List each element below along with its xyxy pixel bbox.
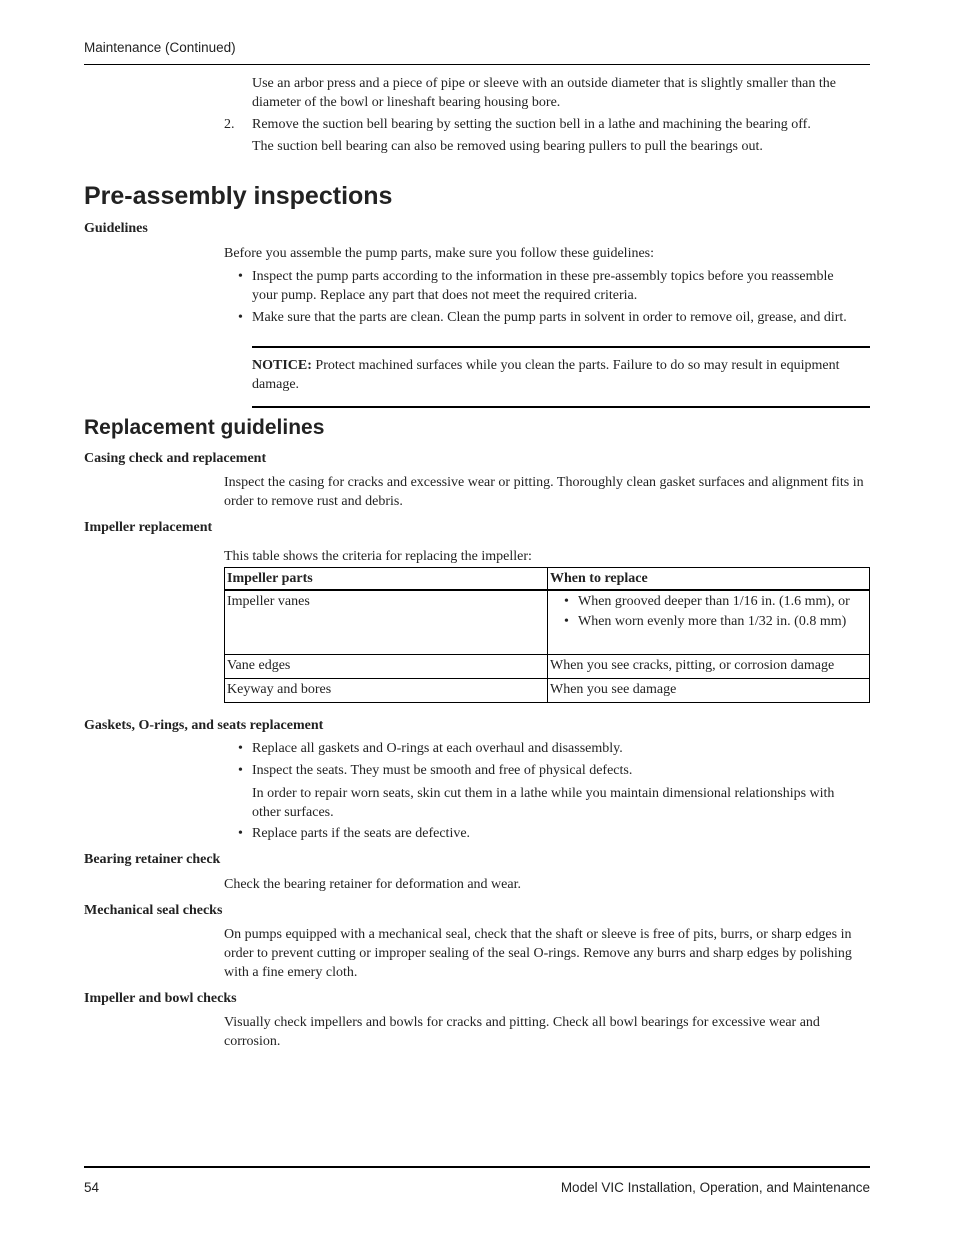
column-header: When to replace [548, 568, 870, 591]
casing-text: Inspect the casing for cracks and excessive wear or pitting. Thoroughly clean gasket surfaces and alignment fits in order to remove rust and debris. [224, 475, 864, 509]
section-title: Replacement guidelines [84, 416, 325, 439]
impeller-heading: Impeller replacement [84, 520, 213, 535]
bullet-marker: • [238, 310, 243, 325]
list-item-text: Make sure that the parts are clean. Clean the pump parts in solvent in order to remove oil, grease, and dirt. [252, 310, 847, 325]
list-item-text: Inspect the pump parts according to the information in these pre-assembly topics before you reassemble your pump. Replace any part that does not meet the required criteria. [252, 269, 834, 303]
seal-text: On pumps equipped with a mechanical seal, check that the shaft or sleeve is free of pits, burrs, or sharp edges in order to prevent cutting or improper sealing of the seal O-rings. Remove any burrs and sharp edges by polishing with a fine emery cloth. [224, 927, 852, 980]
bullet-marker: • [238, 763, 243, 778]
notice-text [252, 356, 852, 394]
bowl-heading: Impeller and bowl checks [84, 991, 237, 1006]
table-cell: Impeller vanes [225, 590, 548, 654]
page-number: 54 [84, 1180, 100, 1195]
list-item [238, 761, 870, 780]
table-cell: When you see damage [548, 678, 870, 702]
table-cell: Keyway and bores [225, 678, 548, 702]
page-title: Pre-assembly inspections [84, 182, 393, 210]
notice-body: Protect machined surfaces while you clean the parts. Failure to do so may result in equipment damage. [252, 358, 840, 392]
list-item [238, 308, 870, 327]
bullet-marker: • [238, 269, 243, 284]
bearing-text: Check the bearing retainer for deformation and wear. [224, 877, 521, 892]
list-item-text: Replace all gaskets and O-rings at each overhaul and disassembly. [252, 741, 623, 756]
casing-heading: Casing check and replacement [84, 451, 267, 466]
guidelines-heading: Guidelines [84, 221, 148, 236]
table-row [225, 590, 870, 654]
seal-heading: Mechanical seal checks [84, 903, 223, 918]
table-row [225, 654, 870, 678]
header-divider [84, 64, 870, 65]
list-item-text: Replace parts if the seats are defective. [252, 826, 471, 841]
step-number: 2. [224, 117, 235, 132]
bullet-marker: • [238, 741, 243, 756]
criteria-list [550, 592, 867, 631]
bowl-text: Visually check impellers and bowls for cracks and pitting. Check all bowl bearings for excessive wear and corrosion. [224, 1015, 820, 1049]
list-item: • When worn evenly more than 1/32 in. (0.8 mm) [550, 612, 867, 631]
gaskets-note: In order to repair worn seats, skin cut them in a lathe while you maintain dimensional relationships with other surfaces. [252, 786, 835, 820]
impeller-intro: This table shows the criteria for replacing the impeller: [224, 549, 532, 564]
table-cell [548, 590, 870, 654]
notice-box [252, 346, 870, 408]
notice-label: NOTICE: [252, 358, 312, 373]
list-item [238, 267, 842, 305]
intro-paragraph: Use an arbor press and a piece of pipe or sleeve with an outside diameter that is slightly smaller than the diameter of the bowl or lineshaft bearing housing bore. [252, 76, 836, 110]
table-row [225, 678, 870, 702]
list-item [238, 739, 870, 758]
table-header-row [225, 568, 870, 591]
table-cell: When you see cracks, pitting, or corrosion damage [548, 654, 870, 678]
step-note: The suction bell bearing can also be removed using bearing pullers to pull the bearings out. [252, 139, 763, 154]
table-cell: Vane edges [225, 654, 548, 678]
bullet-marker: • [238, 826, 243, 841]
list-item [238, 824, 870, 843]
running-header: Maintenance (Continued) [84, 40, 236, 55]
gaskets-heading: Gaskets, O-rings, and seats replacement [84, 718, 324, 733]
footer-divider [84, 1166, 870, 1168]
guidelines-intro: Before you assemble the pump parts, make sure you follow these guidelines: [224, 246, 655, 261]
list-item: • When grooved deeper than 1/16 in. (1.6 mm), or [550, 592, 867, 611]
list-item-text: Inspect the seats. They must be smooth and free of physical defects. [252, 763, 633, 778]
impeller-table [224, 567, 870, 703]
step-text: Remove the suction bell bearing by setting the suction bell in a lathe and machining the bearing off. [252, 117, 811, 132]
bearing-heading: Bearing retainer check [84, 852, 221, 867]
document-title: Model VIC Installation, Operation, and Maintenance [560, 1180, 870, 1195]
column-header: Impeller parts [225, 568, 548, 591]
